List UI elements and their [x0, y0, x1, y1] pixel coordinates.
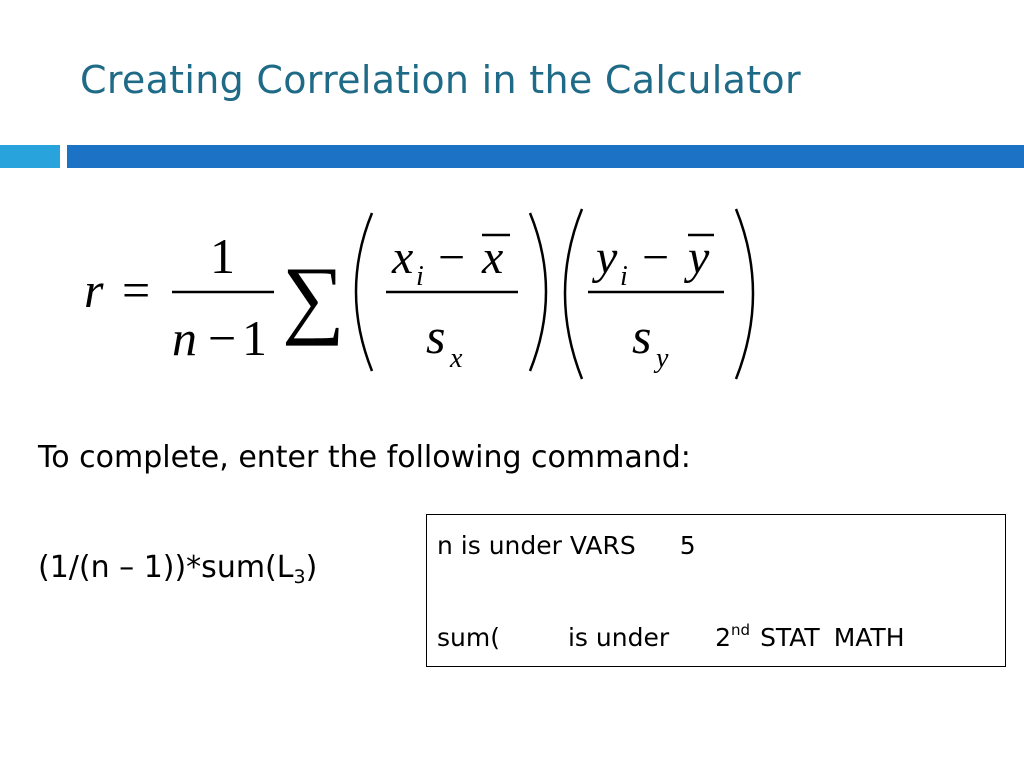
- note-line-vars: [437, 531, 696, 560]
- y-term-open-paren: [565, 209, 582, 379]
- correlation-formula: [70, 195, 790, 395]
- note-sum-sup: nd: [731, 621, 751, 639]
- y-term-close-paren: [736, 209, 753, 379]
- formula-denominator-one: 1: [242, 310, 267, 366]
- note-vars-key: 5: [679, 531, 696, 560]
- instruction-text: To complete, enter the following command:: [38, 440, 691, 475]
- note-line-sum: [437, 623, 905, 652]
- y-term-var: y: [596, 231, 618, 284]
- command-text: [38, 550, 317, 588]
- command-close: ): [305, 550, 318, 585]
- x-term-var: x: [392, 231, 414, 284]
- note-sum-two: 2: [715, 623, 732, 652]
- y-term-minus: −: [642, 231, 670, 284]
- slide-title: Creating Correlation in the Calculator: [80, 58, 801, 102]
- formula-sum-symbol: ∑: [282, 250, 345, 347]
- formula-numerator: 1: [210, 228, 235, 284]
- formula-r: r: [84, 262, 104, 318]
- calculator-note-box: [426, 514, 1006, 667]
- formula-equals: =: [122, 262, 151, 318]
- x-term-den: s: [426, 308, 446, 364]
- command-main: (1/(n – 1))*sum(L: [38, 550, 294, 585]
- accent-bar-right: [67, 145, 1024, 168]
- y-term-den: s: [632, 308, 652, 364]
- x-term-open-paren: [356, 213, 372, 371]
- accent-bar-left: [0, 145, 60, 168]
- x-term-den-sub: x: [450, 343, 463, 374]
- formula-denominator-minus: −: [208, 310, 237, 366]
- command-subscript: 3: [293, 566, 306, 588]
- note-vars-label: n is under VARS: [437, 531, 636, 560]
- note-sum-middle: is under: [567, 623, 670, 652]
- formula-svg: [70, 195, 790, 395]
- x-term-close-paren: [530, 213, 546, 371]
- note-sum-stat: STAT: [760, 623, 820, 652]
- y-term-mean: y: [688, 231, 710, 284]
- x-term-sub: i: [416, 261, 424, 292]
- x-term-mean: x: [482, 231, 504, 284]
- note-sum-math: MATH: [833, 623, 905, 652]
- y-term-sub: i: [620, 261, 628, 292]
- formula-denominator-n: n: [172, 310, 197, 366]
- y-term-den-sub: y: [656, 343, 669, 374]
- note-sum-label: sum(: [437, 623, 500, 652]
- x-term-minus: −: [438, 231, 466, 284]
